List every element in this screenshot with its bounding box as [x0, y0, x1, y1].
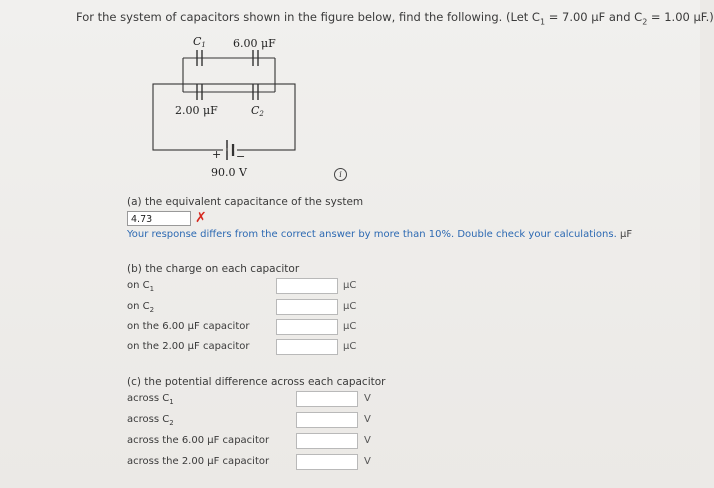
- c2-label: C2: [251, 104, 264, 118]
- charge-6uf-input[interactable]: [276, 319, 338, 335]
- c2-value: = 1.00 μF.): [647, 10, 714, 24]
- unit-label: μC: [343, 280, 357, 291]
- voltage-c2-input[interactable]: [296, 412, 358, 428]
- voltage-c1-input[interactable]: [296, 391, 358, 407]
- question-intro: For the system of capacitors shown in the figure below, find the following. (Let C: [76, 10, 540, 24]
- battery-minus: −: [236, 150, 246, 163]
- unit-label: μC: [343, 321, 357, 332]
- charge-c2-input[interactable]: [276, 299, 338, 315]
- voltage-2uf-input[interactable]: [296, 454, 358, 470]
- unit-label: μC: [343, 341, 357, 352]
- c1-label: C1: [193, 35, 206, 49]
- voltage-6uf-input[interactable]: [296, 433, 358, 449]
- incorrect-x-icon: ✗: [195, 210, 207, 226]
- part-c-prompt: (c) the potential difference across each capacitor: [127, 376, 386, 388]
- info-icon[interactable]: i: [334, 168, 347, 181]
- c1-subscript: 1: [539, 17, 546, 27]
- part-b-row-label: on $C_1$: [127, 280, 155, 293]
- c1-value: = 7.00 μF and C: [545, 10, 643, 24]
- part-b-row-label: on the 2.00 μF capacitor: [127, 341, 250, 352]
- charge-c1-input[interactable]: [276, 278, 338, 294]
- part-b-row-label: on the 6.00 μF capacitor: [127, 321, 250, 332]
- label-6uf: 6.00 μF: [233, 37, 276, 50]
- part-a-answer-input[interactable]: 4.73: [127, 211, 191, 226]
- part-b-prompt: (b) the charge on each capacitor: [127, 263, 300, 275]
- part-c-row-label: across the 6.00 μF capacitor: [127, 435, 270, 446]
- part-a-feedback: [127, 229, 632, 240]
- charge-2uf-input[interactable]: [276, 339, 338, 355]
- unit-label: V: [364, 393, 371, 404]
- part-c-row-label: across $C_2$: [127, 414, 174, 427]
- battery-voltage: 90.0 V: [211, 166, 247, 179]
- part-a-unit: μF: [619, 229, 633, 240]
- part-b-row-label: on $C_2$: [127, 301, 155, 314]
- unit-label: V: [364, 456, 371, 467]
- circuit-diagram: [145, 32, 305, 182]
- label-2uf: 2.00 μF: [175, 104, 218, 117]
- question-text: [76, 10, 714, 26]
- part-a-prompt: (a) the equivalent capacitance of the system: [127, 196, 364, 208]
- unit-label: V: [364, 435, 371, 446]
- battery-plus: +: [212, 148, 222, 161]
- c2-subscript: 2: [642, 17, 648, 27]
- unit-label: V: [364, 414, 371, 425]
- unit-label: μC: [343, 301, 357, 312]
- part-c-row-label: across $C_1$: [127, 393, 174, 406]
- feedback-text: Your response differs from the correct answer by more than 10%. Double check your calculations.: [127, 229, 617, 240]
- circuit-outer-loop: [153, 84, 295, 150]
- part-c-row-label: across the 2.00 μF capacitor: [127, 456, 270, 467]
